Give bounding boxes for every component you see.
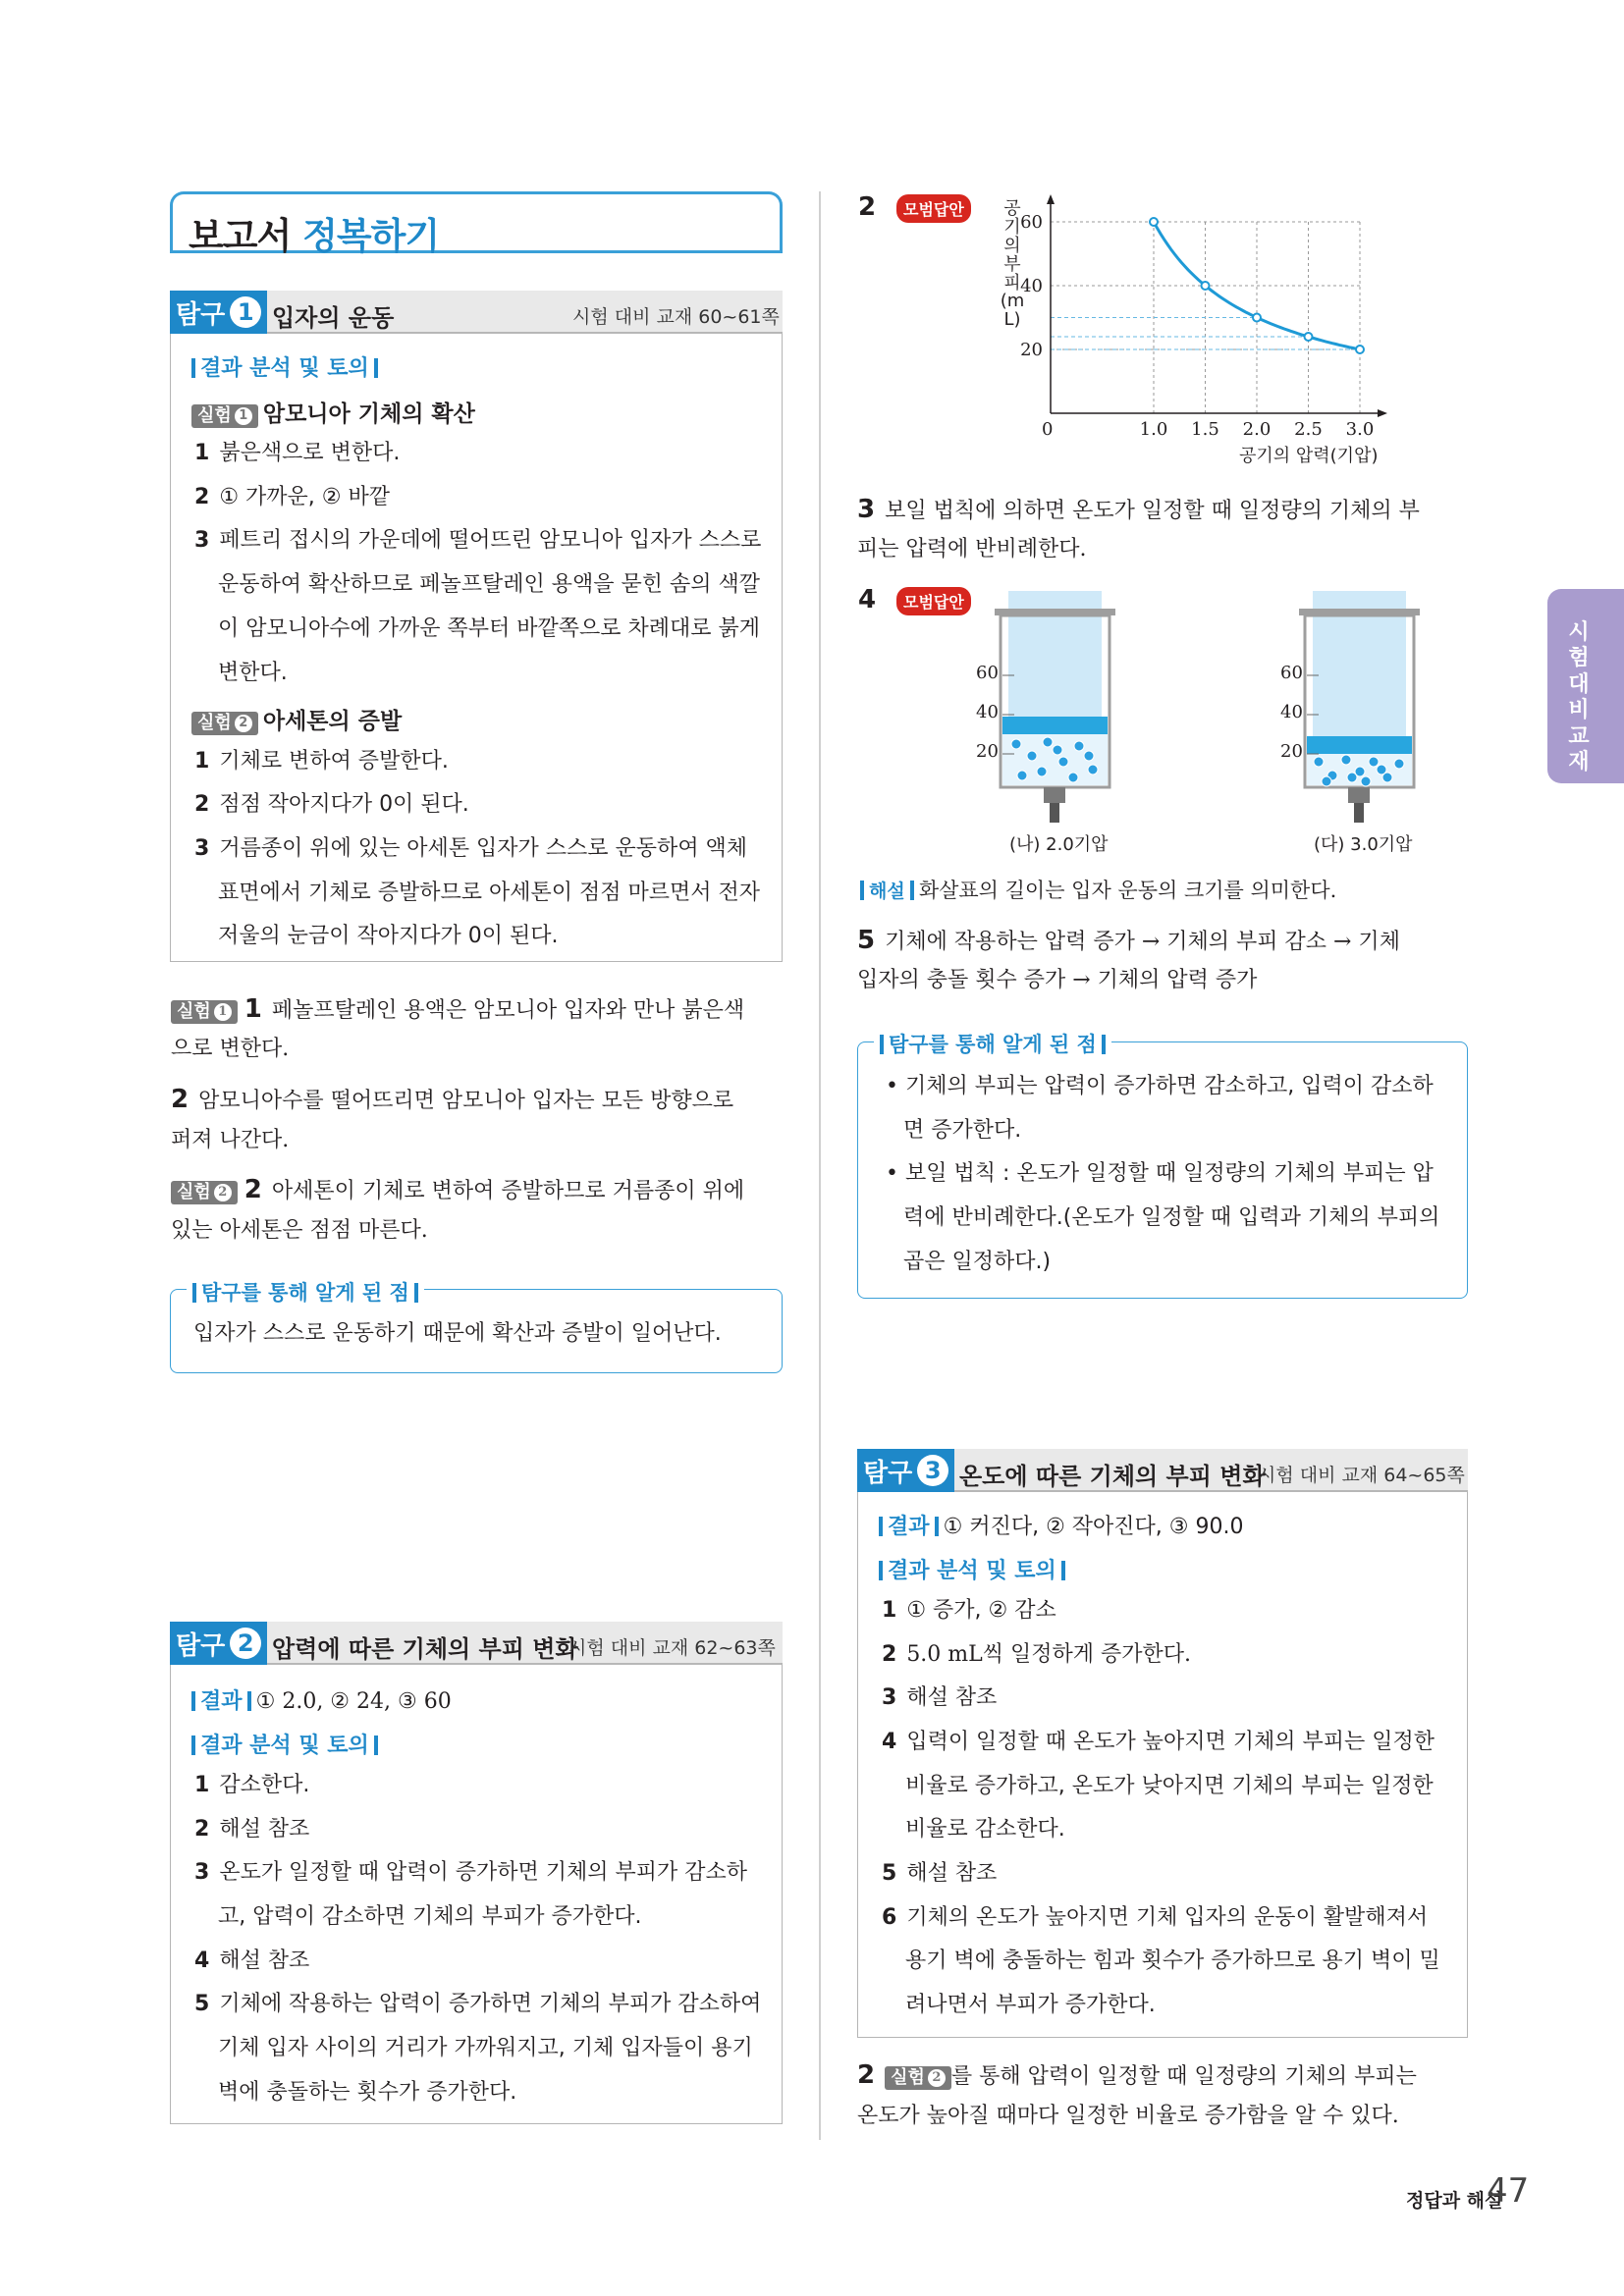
list-item: 2 해설 참조: [194, 1817, 310, 1842]
section-number: 2: [230, 1628, 261, 1659]
analysis-label: 결과 분석 및 토의: [191, 1729, 378, 1759]
list-item-cont: 려나면서 부피가 증가한다.: [905, 1993, 1156, 2017]
question-3: 3 보일 법칙에 의하면 온도가 일정할 때 일정량의 기체의 부: [857, 495, 1420, 524]
origin-label: 0: [1042, 419, 1054, 440]
list-item: 2 점점 작아지다가 0이 된다.: [194, 792, 469, 817]
pressure-volume-chart: [992, 192, 1404, 477]
question-3-cont: 피는 압력에 반비례한다.: [857, 537, 1087, 561]
section-tag: 탐구 2: [170, 1622, 267, 1665]
y-tick-label: 20: [1020, 340, 1043, 360]
result-line: 결과 ① 커진다, ② 작아진다, ③ 90.0: [879, 1510, 1243, 1540]
analysis-label: 결과 분석 및 토의: [879, 1554, 1065, 1584]
syringe-caption: (다) 3.0기압: [1314, 834, 1413, 855]
list-item: 1 ① 증가, ② 감소: [882, 1598, 1056, 1623]
syringe-tick: 20: [1280, 741, 1303, 762]
section-title: 입자의 운동: [272, 304, 395, 332]
data-point: [1150, 218, 1158, 226]
section-title: 압력에 따른 기체의 부피 변화: [272, 1635, 578, 1663]
list-item-cont: 고, 압력이 감소하면 기체의 부피가 증가한다.: [218, 1904, 642, 1929]
list-item-cont: 기체 입자 사이의 거리가 가까워지고, 기체 입자들이 용기: [218, 2036, 753, 2060]
x-tick-label: 3.0: [1345, 419, 1375, 440]
list-item: 4 해설 참조: [194, 1949, 310, 1973]
list-item: 4 입력이 일정할 때 온도가 높아지면 기체의 부피는 일정한: [882, 1730, 1435, 1754]
list-item: 3 거름종이 위에 있는 아세톤 입자가 스스로 운동하여 액체: [194, 836, 748, 861]
syringe-tick: 20: [976, 741, 999, 762]
experiment-badge: 실험 2: [885, 2066, 951, 2090]
solution-1: 실험 1 1 페놀프탈레인 용액은 암모니아 입자와 만나 붉은색: [171, 993, 744, 1024]
result-line: 결과 ① 2.0, ② 24, ③ 60: [191, 1684, 452, 1715]
list-item-cont: 변한다.: [218, 661, 288, 685]
experiment-2-heading: 실험 2 아세톤의 증발: [191, 703, 402, 735]
list-item: 3 해설 참조: [882, 1685, 998, 1710]
learned-point: • 기체의 부피는 압력이 증가하면 감소하고, 입력이 감소하: [886, 1074, 1434, 1098]
page-number: 47: [1487, 2171, 1530, 2211]
list-item-cont: 표면에서 기체로 증발하므로 아세톤이 점점 마르면서 전자: [218, 881, 761, 905]
solution-1-cont: 으로 변한다.: [171, 1037, 290, 1061]
syringe-caption: (나) 2.0기압: [1009, 834, 1109, 855]
list-item-cont: 벽에 충돌하는 횟수가 증가한다.: [218, 2080, 517, 2105]
experiment-badge: 실험 1: [171, 1000, 238, 1024]
list-item: 5 해설 참조: [882, 1861, 998, 1886]
y-axis-label: 공기의 부피(mL): [1000, 198, 1025, 331]
data-point: [1356, 346, 1364, 353]
x-axis-arrow: [1378, 409, 1387, 417]
question-5: 5 기체에 작용하는 압력 증가 → 기체의 부피 감소 → 기체: [857, 926, 1400, 955]
y-tick-label: 40: [1020, 276, 1043, 296]
list-item-cont: 비율로 감소한다.: [905, 1817, 1065, 1842]
question-number: 4: [858, 585, 877, 614]
solution-2: 2 암모니아수를 떨어뜨리면 암모니아 입자는 모든 방향으로: [171, 1085, 734, 1114]
x-tick-label: 2.5: [1294, 419, 1323, 440]
page-title: 보고서 정복하기: [189, 215, 440, 257]
side-index-tab-label: 시험 대비 교재: [1568, 620, 1590, 774]
section-reference: 시험 대비 교재 62~63쪽: [568, 1637, 776, 1659]
experiment-badge: 실험 2: [171, 1181, 238, 1204]
data-point: [1202, 282, 1210, 290]
learned-points-text: 입자가 스스로 운동하기 때문에 확산과 증발이 일어난다.: [193, 1321, 722, 1346]
section-title: 온도에 따른 기체의 부피 변화: [959, 1463, 1266, 1490]
footer-label: 정답과 해설: [1406, 2190, 1503, 2212]
experiment-1-heading: 실험 1 암모니아 기체의 확산: [191, 396, 475, 428]
section-reference: 시험 대비 교재 60~61쪽: [572, 306, 780, 328]
y-axis-arrow: [1047, 194, 1055, 204]
model-answer-badge: 모범답안: [896, 587, 971, 615]
x-tick-label: 2.0: [1242, 419, 1272, 440]
learned-point-cont: 곱은 일정하다.): [903, 1250, 1052, 1274]
x-tick-label: 1.5: [1191, 419, 1219, 440]
analysis-label: 결과 분석 및 토의: [191, 351, 378, 382]
y-tick-label: 60: [1020, 212, 1043, 233]
data-point: [1253, 314, 1261, 322]
list-item: 1 기체로 변하여 증발한다.: [194, 749, 449, 774]
final-statement-cont: 온도가 높아질 때마다 일정한 비율로 증가함을 알 수 있다.: [857, 2104, 1399, 2128]
section-1-box: [170, 334, 783, 962]
data-point: [1305, 333, 1313, 341]
experiment-badge: 실험 2: [191, 712, 258, 735]
syringe-tick: 60: [1280, 663, 1303, 683]
section-number: 3: [917, 1455, 948, 1486]
solution-2-cont: 퍼져 나간다.: [171, 1128, 290, 1152]
list-item-cont: 용기 벽에 충돌하는 힘과 횟수가 증가하므로 용기 벽이 밀: [905, 1949, 1440, 1973]
section-tag: 탐구 3: [857, 1449, 954, 1492]
solution-3: 실험 2 2 아세톤이 기체로 변하여 증발하므로 거름종이 위에: [171, 1174, 744, 1204]
model-answer-badge: 모범답안: [896, 194, 971, 223]
syringe-tick: 60: [976, 663, 999, 683]
list-item-cont: 운동하여 확산하므로 페놀프탈레인 용액을 묻힌 솜의 색깔: [218, 572, 761, 597]
section-2-header: [170, 1622, 783, 1665]
question-5-cont: 입자의 충돌 횟수 증가 → 기체의 압력 증가: [857, 968, 1258, 992]
column-divider: [819, 191, 821, 2140]
list-item-cont: 비율로 증가하고, 온도가 낮아지면 기체의 부피는 일정한: [905, 1774, 1434, 1798]
solution-3-cont: 있는 아세톤은 점점 마른다.: [171, 1218, 428, 1243]
list-item-cont: 저울의 눈금이 작아지다가 0이 된다.: [218, 924, 559, 948]
list-item: 1 붉은색으로 변한다.: [194, 441, 401, 465]
learned-point-cont: 면 증가한다.: [903, 1118, 1022, 1143]
syringe-tick: 40: [976, 702, 999, 722]
section-number: 1: [230, 296, 261, 328]
list-item: 2 ① 가까운, ② 바깥: [194, 485, 390, 509]
list-item: 2 5.0 mL씩 일정하게 증가한다.: [882, 1642, 1192, 1667]
x-axis-label: 공기의 압력(기압): [1239, 446, 1379, 466]
list-item: 6 기체의 온도가 높아지면 기체 입자의 운동이 활발해져서: [882, 1905, 1429, 1930]
explanation-note: 해설 화살표의 길이는 입자 운동의 크기를 의미한다.: [860, 875, 1336, 904]
learned-points-label: 탐구를 통해 알게 된 점: [187, 1277, 424, 1307]
section-3-header: [857, 1449, 1468, 1492]
x-tick-label: 1.0: [1139, 419, 1168, 440]
list-item: 5 기체에 작용하는 압력이 증가하면 기체의 부피가 감소하여: [194, 1992, 762, 2016]
learned-point-cont: 력에 반비례한다.(온도가 일정할 때 입력과 기체의 부피의: [903, 1205, 1440, 1230]
section-1-header: [170, 291, 783, 334]
list-item: 3 온도가 일정할 때 압력이 증가하면 기체의 부피가 감소하: [194, 1860, 748, 1885]
list-item: 3 페트리 접시의 가운데에 떨어뜨린 암모니아 입자가 스스로: [194, 528, 762, 553]
list-item: 1 감소한다.: [194, 1773, 310, 1797]
list-item-cont: 이 암모니아수에 가까운 쪽부터 바깥쪽으로 차례대로 붉게: [218, 616, 761, 641]
learned-point: • 보일 법칙 : 온도가 일정할 때 일정량의 기체의 부피는 압: [886, 1161, 1434, 1186]
learned-points-label: 탐구를 통해 알게 된 점: [874, 1029, 1111, 1058]
question-number: 2: [858, 192, 877, 222]
section-reference: 시험 대비 교재 64~65쪽: [1258, 1465, 1465, 1486]
experiment-badge: 실험 1: [191, 404, 258, 428]
syringe-tick: 40: [1280, 702, 1303, 722]
section-tag: 탐구 1: [170, 291, 267, 334]
final-statement: 2 실험 2 를 통해 압력이 일정할 때 일정량의 기체의 부피는: [857, 2060, 1417, 2090]
